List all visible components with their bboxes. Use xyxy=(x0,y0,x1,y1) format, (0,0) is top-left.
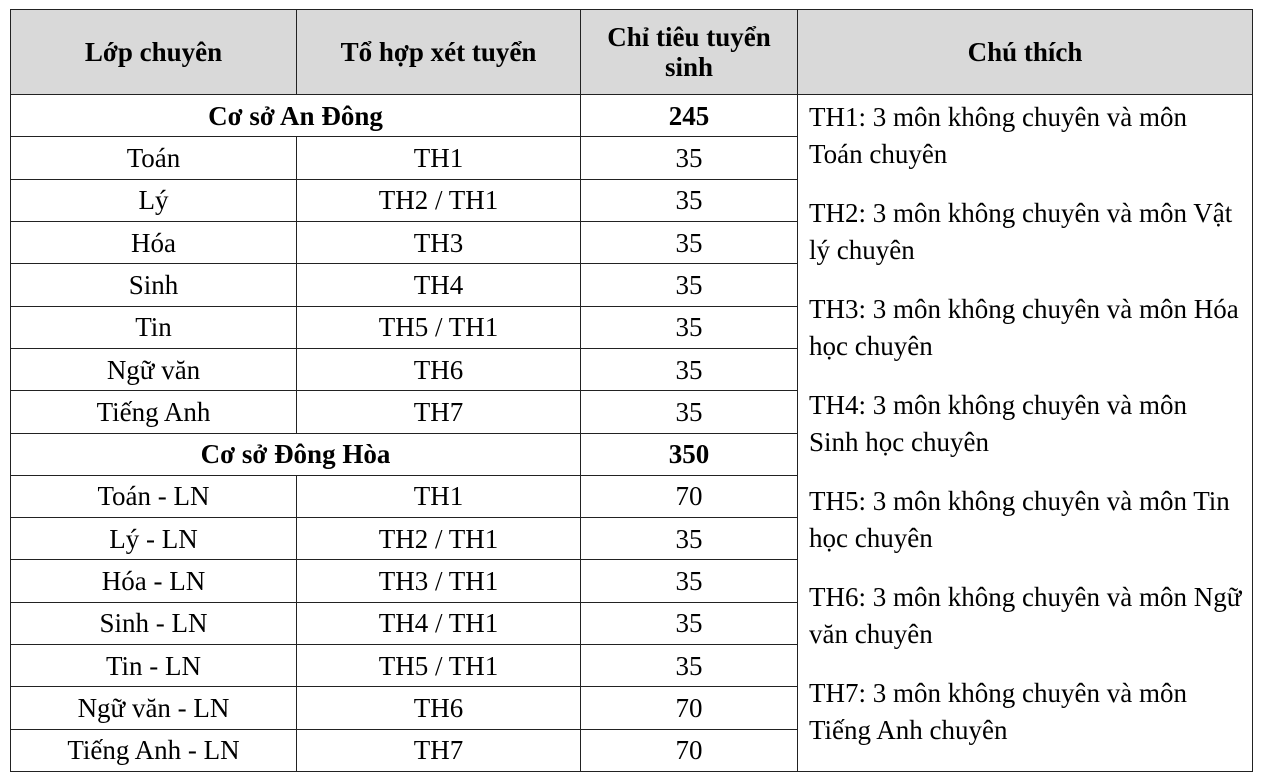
header-combo: Tổ hợp xét tuyển xyxy=(297,10,581,95)
note-item: TH6: 3 môn không chuyên và môn Ngữ văn chuyên xyxy=(809,582,1242,649)
note-item: TH4: 3 môn không chuyên và môn Sinh học chuyên xyxy=(809,390,1187,457)
quota-cell: 35 xyxy=(581,645,798,687)
group-total: 350 xyxy=(581,433,798,475)
class-cell: Tiếng Anh xyxy=(11,391,297,433)
combo-cell: TH6 xyxy=(297,348,581,390)
note-item: TH5: 3 môn không chuyên và môn Tin học chuyên xyxy=(809,486,1230,553)
class-cell: Sinh xyxy=(11,264,297,306)
quota-cell: 35 xyxy=(581,518,798,560)
group-row xyxy=(11,95,1253,137)
class-cell: Tiếng Anh - LN xyxy=(11,729,297,771)
class-cell: Tin xyxy=(11,306,297,348)
quota-cell: 35 xyxy=(581,348,798,390)
header-row xyxy=(11,10,1253,95)
header-quota: Chỉ tiêu tuyển sinh xyxy=(581,10,798,95)
quota-cell: 35 xyxy=(581,221,798,263)
quota-cell: 35 xyxy=(581,602,798,644)
class-cell: Toán - LN xyxy=(11,475,297,517)
quota-cell: 35 xyxy=(581,560,798,602)
combo-cell: TH2 / TH1 xyxy=(297,518,581,560)
combo-cell: TH6 xyxy=(297,687,581,729)
quota-cell: 35 xyxy=(581,306,798,348)
class-cell: Lý xyxy=(11,179,297,221)
class-cell: Sinh - LN xyxy=(11,602,297,644)
quota-cell: 35 xyxy=(581,137,798,179)
class-cell: Hóa xyxy=(11,221,297,263)
combo-cell: TH5 / TH1 xyxy=(297,645,581,687)
combo-cell: TH7 xyxy=(297,391,581,433)
class-cell: Lý - LN xyxy=(11,518,297,560)
class-cell: Ngữ văn xyxy=(11,348,297,390)
combo-cell: TH7 xyxy=(297,729,581,771)
class-cell: Toán xyxy=(11,137,297,179)
note-item: TH2: 3 môn không chuyên và môn Vật lý chuyên xyxy=(809,198,1233,265)
combo-cell: TH4 xyxy=(297,264,581,306)
note-item: TH1: 3 môn không chuyên và môn Toán chuyên xyxy=(809,102,1187,169)
combo-cell: TH3 xyxy=(297,221,581,263)
note-item: TH7: 3 môn không chuyên và môn Tiếng Anh chuyên xyxy=(809,678,1187,745)
header-class: Lớp chuyên xyxy=(11,10,297,95)
quota-cell: 35 xyxy=(581,264,798,306)
class-cell: Ngữ văn - LN xyxy=(11,687,297,729)
quota-cell: 35 xyxy=(581,391,798,433)
quota-cell: 70 xyxy=(581,475,798,517)
combo-cell: TH1 xyxy=(297,475,581,517)
class-cell: Tin - LN xyxy=(11,645,297,687)
class-cell: Hóa - LN xyxy=(11,560,297,602)
group-name: Cơ sở Đông Hòa xyxy=(11,433,581,475)
header-notes: Chú thích xyxy=(798,10,1253,95)
notes-cell xyxy=(798,95,1253,772)
admission-quota-table xyxy=(10,9,1253,772)
quota-cell: 35 xyxy=(581,179,798,221)
combo-cell: TH3 / TH1 xyxy=(297,560,581,602)
note-item: TH3: 3 môn không chuyên và môn Hóa học chuyên xyxy=(809,294,1239,361)
group-total: 245 xyxy=(581,95,798,137)
quota-cell: 70 xyxy=(581,687,798,729)
combo-cell: TH4 / TH1 xyxy=(297,602,581,644)
combo-cell: TH5 / TH1 xyxy=(297,306,581,348)
combo-cell: TH2 / TH1 xyxy=(297,179,581,221)
group-name: Cơ sở An Đông xyxy=(11,95,581,137)
quota-cell: 70 xyxy=(581,729,798,771)
combo-cell: TH1 xyxy=(297,137,581,179)
